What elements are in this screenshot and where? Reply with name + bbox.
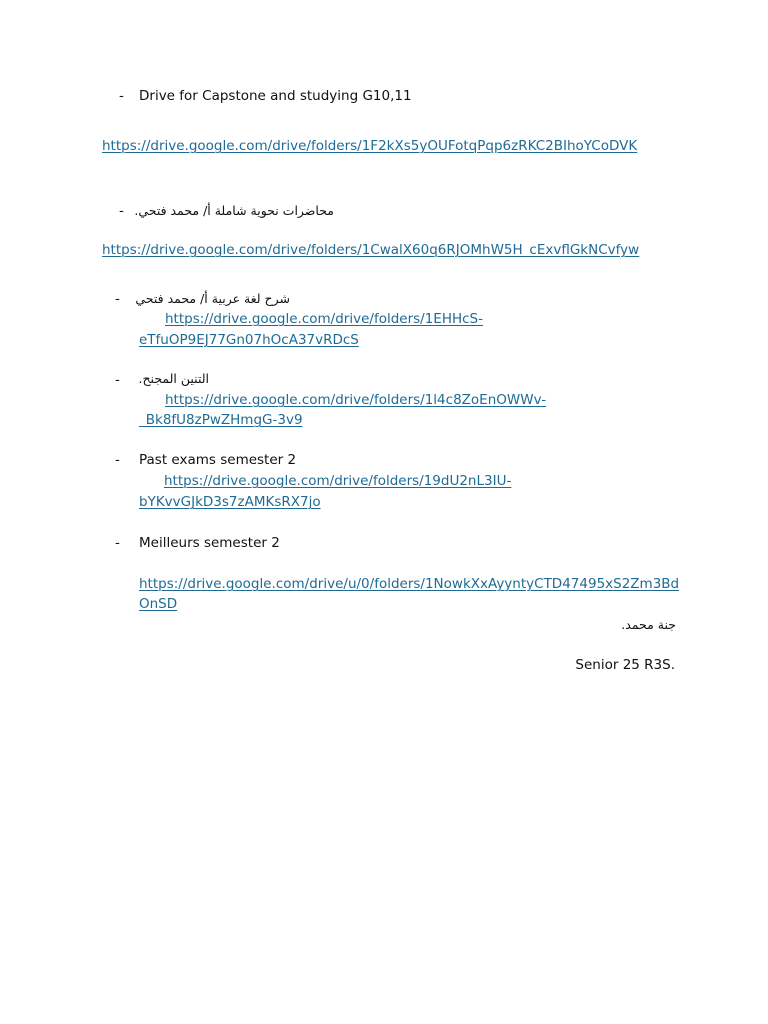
past-exams-link-line1[interactable]: https://drive.google.com/drive/folders/19dU2nL3IU- — [164, 473, 512, 489]
list-bullet: - — [115, 291, 120, 307]
arabic-link-line2[interactable]: eTfuOP9EJ77Gn07hOcA37vRDcS — [139, 332, 359, 348]
arabic-link-line1[interactable]: https://drive.google.com/drive/folders/1EHHcS- — [165, 311, 484, 327]
meilleurs-link-line2[interactable]: OnSD — [139, 596, 178, 612]
capstone-title: Drive for Capstone and studying G10,11 — [139, 88, 412, 104]
nahw-link[interactable]: https://drive.google.com/drive/folders/1CwalX60q6RJOMhW5H_cExvflGkNCvfyw — [102, 242, 640, 258]
past-exams-link-line2[interactable]: bYKvvGJkD3s7zAMKsRX7jo — [139, 494, 321, 510]
list-bullet: - — [119, 88, 124, 104]
signature-arabic: جنة محمد. — [621, 617, 676, 632]
capstone-link[interactable]: https://drive.google.com/drive/folders/1F2kXs5yOUFotqPqp6zRKC2BIhoYCoDVK — [102, 138, 638, 154]
nahw-title: محاضرات نحوية شاملة أ/ محمد فتحي. — [134, 203, 334, 218]
dragon-link-line2[interactable]: _Bk8fU8zPwZHmgG-3v9 — [139, 412, 303, 428]
list-bullet: - — [115, 372, 120, 388]
list-bullet: - — [115, 535, 120, 551]
dragon-link-line1[interactable]: https://drive.google.com/drive/folders/1l4c8ZoEnOWWv- — [165, 392, 547, 408]
arabic-title: شرح لغة عربية أ/ محمد فتحي — [135, 291, 290, 306]
list-bullet: - — [119, 203, 124, 219]
dragon-title: التنين المجنح. — [138, 371, 209, 386]
meilleurs-link-line1[interactable]: https://drive.google.com/drive/u/0/folders/1NowkXxAyyntyCTD47495xS2Zm3Bd — [139, 576, 680, 592]
signature-english: Senior 25 R3S. — [575, 657, 675, 673]
list-bullet: - — [115, 452, 120, 468]
past-exams-title: Past exams semester 2 — [139, 452, 297, 468]
meilleurs-title: Meilleurs semester 2 — [139, 535, 280, 551]
